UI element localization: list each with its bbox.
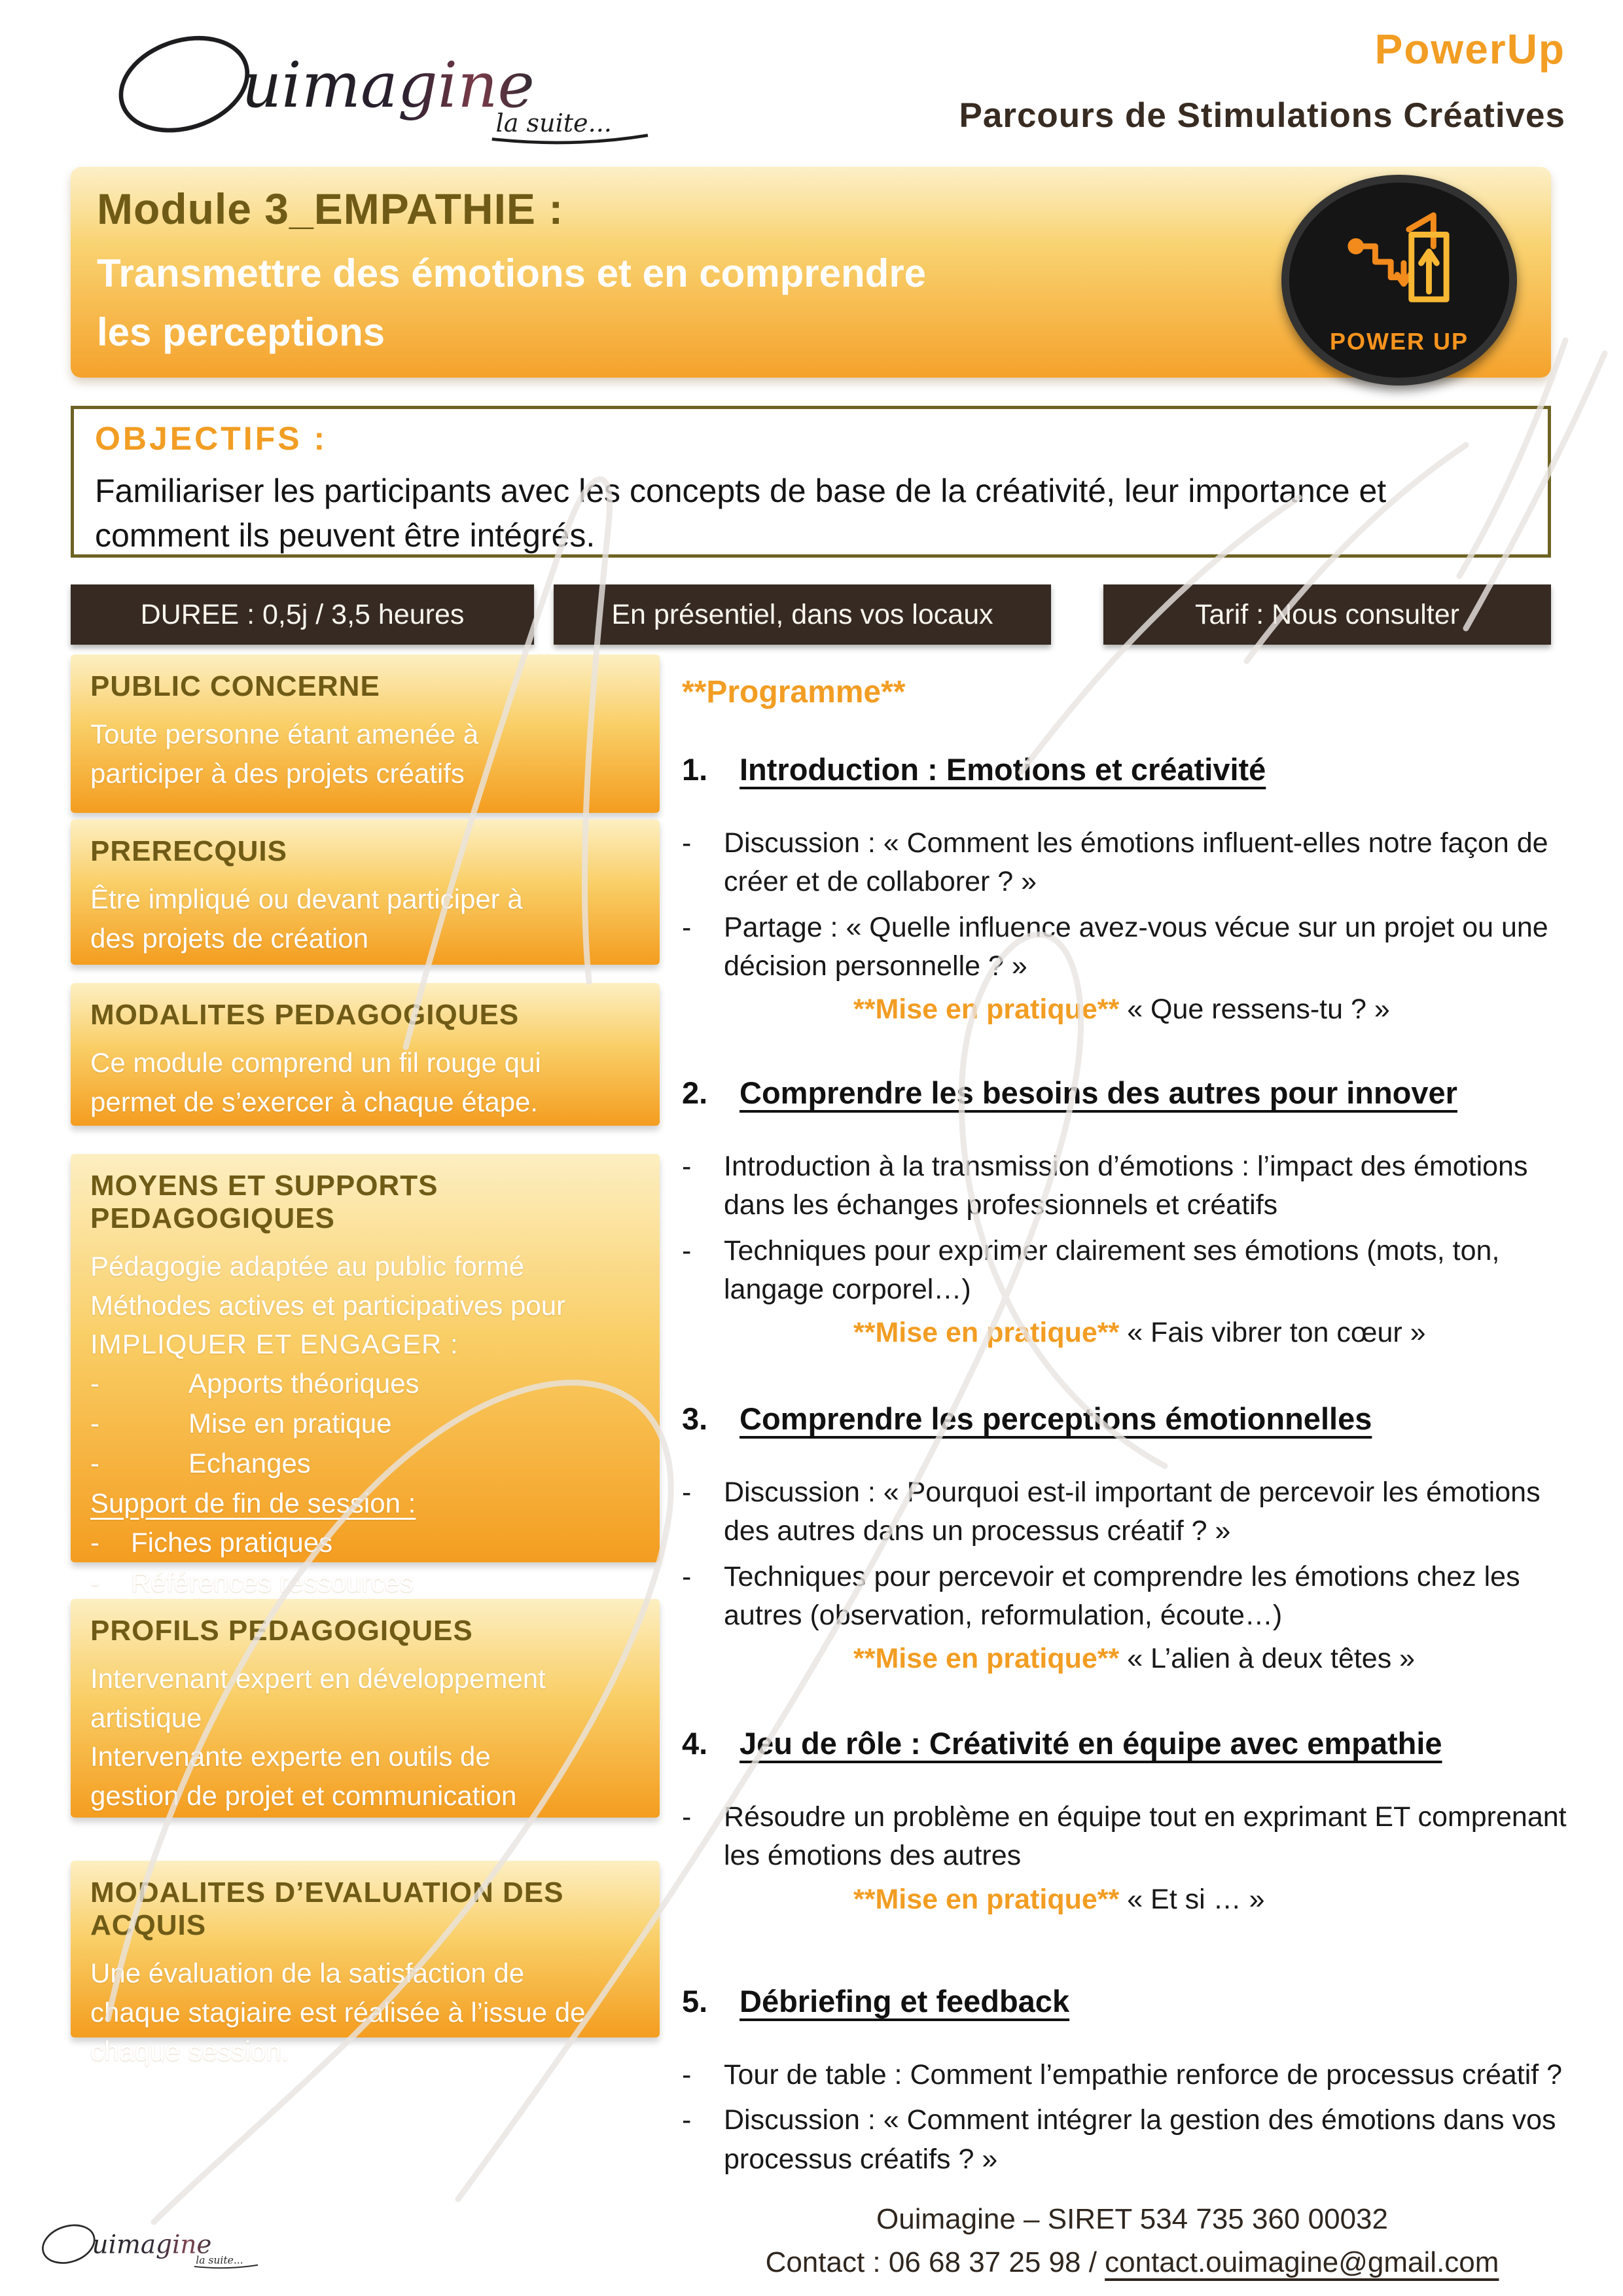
ouimagine-logo-small xyxy=(36,2203,265,2282)
mise-en-pratique-line: **Mise en pratique** « Fais vibrer ton cœur » xyxy=(853,1317,1426,1349)
section-bullet: - Discussion : « Pourquoi est-il important de percevoir les émotions des autres dans un processus créatif ? » xyxy=(682,1473,1578,1551)
moyens-supports-heading: MOYENS ET SUPPORTS PEDAGOGIQUES xyxy=(90,1170,438,1234)
dash-marker: - xyxy=(682,2059,692,2090)
moyens-bullet: - Echanges xyxy=(90,1444,640,1484)
dash-marker: - xyxy=(90,1567,99,1598)
section-heading xyxy=(682,1983,1578,2019)
footer-contact-line: Contact : 06 68 37 25 98 / contact.ouimagine@gmail.com xyxy=(765,2246,1499,2278)
support-fin-session-subheading: Support de fin de session : xyxy=(90,1487,416,1518)
power-up-badge-label: POWER UP xyxy=(1329,328,1469,355)
public-concerne-box xyxy=(71,655,660,813)
profils-pedagogiques-heading: PROFILS PEDAGOGIQUES xyxy=(90,1615,473,1647)
dash-marker: - xyxy=(682,911,692,943)
section-bullet: - Discussion : « Comment les émotions influent-elles notre façon de créer et de collaborer ? » xyxy=(682,824,1578,902)
public-concerne-line: participer à des projets créatifs xyxy=(90,757,465,789)
dash-marker: - xyxy=(682,1151,692,1182)
profils-line: artistique xyxy=(90,1702,202,1733)
moyens-bullet: - Fiches pratiques xyxy=(90,1523,640,1563)
profils-pedagogiques-box xyxy=(71,1599,660,1818)
contact-email-link[interactable]: contact.ouimagine@gmail.com xyxy=(1105,2246,1499,2278)
section-heading xyxy=(682,1075,1578,1111)
section-heading xyxy=(682,1401,1578,1437)
moyens-bullet: - Apports théoriques xyxy=(90,1364,640,1404)
section-heading xyxy=(682,751,1578,787)
module-title: Module 3_EMPATHIE : xyxy=(97,185,564,233)
dash-marker: - xyxy=(90,1527,99,1558)
modalites-pedagogiques-line: permet de s’exercer à chaque étape. xyxy=(90,1086,539,1117)
profils-line: Intervenant expert en développement xyxy=(90,1663,546,1694)
programme-heading: **Programme** xyxy=(682,675,906,709)
powerup-program-label: PowerUp xyxy=(1374,26,1565,73)
moyens-line: IMPLIQUER ET ENGAGER : xyxy=(90,1329,459,1360)
dash-marker: - xyxy=(682,1477,692,1508)
dash-marker: - xyxy=(90,1407,99,1439)
modalites-evaluation-heading: MODALITES D’EVALUATION DES ACQUIS xyxy=(90,1876,564,1941)
prerequis-box xyxy=(71,819,660,965)
section-number: 4. xyxy=(682,1726,708,1761)
price-bar: Tarif : Nous consulter xyxy=(1103,584,1551,645)
module-subtitle-line1: Transmettre des émotions et en comprendre xyxy=(97,251,927,295)
dash-marker: - xyxy=(90,1447,99,1479)
moyens-line: Pédagogie adaptée au public formé xyxy=(90,1251,525,1282)
programme-section-3 xyxy=(682,1401,1578,1675)
prerequis-line: des projets de création xyxy=(90,922,368,954)
section-title: Introduction : Emotions et créativité xyxy=(740,752,1266,787)
section-number: 5. xyxy=(682,1984,708,2018)
prerequis-line: Être impliqué ou devant participer à xyxy=(90,884,523,914)
dash-marker: - xyxy=(682,2104,692,2136)
footer xyxy=(668,2198,1597,2284)
modalites-pedagogiques-line: Ce module comprend un fil rouge qui xyxy=(90,1047,541,1078)
public-concerne-heading: PUBLIC CONCERNE xyxy=(90,670,380,702)
modalites-evaluation-box xyxy=(71,1861,660,2067)
dash-marker: - xyxy=(682,1560,692,1592)
section-number: 2. xyxy=(682,1075,708,1110)
module-banner xyxy=(71,167,1551,378)
modalites-pedagogiques-box xyxy=(71,983,660,1126)
moyens-supports-box xyxy=(71,1154,660,1598)
mise-en-pratique-line: **Mise en pratique** « Que ressens-tu ? » xyxy=(853,994,1390,1026)
evaluation-line: chaque stagiaire est réalisée à l’issue de xyxy=(90,1996,586,2028)
prerequis-heading: PRERECQUIS xyxy=(90,835,287,867)
dash-marker: - xyxy=(682,1801,692,1833)
section-bullet: - Tour de table : Comment l’empathie renforce de processus créatif ? xyxy=(682,2056,1578,2094)
evaluation-line: Une évaluation de la satisfaction de xyxy=(90,1958,525,1988)
program-subtitle: Parcours de Stimulations Créatives xyxy=(959,96,1565,135)
programme-section-2 xyxy=(682,1075,1578,1349)
power-up-icon xyxy=(1344,207,1454,317)
dash-marker: - xyxy=(90,1367,99,1399)
profils-line: gestion de projet et communication xyxy=(90,1780,517,1811)
objectifs-box xyxy=(71,406,1551,558)
dash-marker: - xyxy=(682,827,692,859)
section-title: Comprendre les besoins des autres pour innover xyxy=(740,1075,1457,1110)
ouimagine-logo xyxy=(84,14,686,145)
section-bullet: - Discussion : « Comment intégrer la gestion des émotions dans vos processus créatifs ? » xyxy=(682,2101,1578,2179)
dash-marker: - xyxy=(682,1234,692,1266)
programme-section-4 xyxy=(682,1725,1578,1916)
objectifs-heading: OBJECTIFS : xyxy=(95,420,328,457)
section-heading xyxy=(682,1725,1578,1761)
moyens-bullet: - Références ressources xyxy=(90,1563,640,1603)
section-number: 3. xyxy=(682,1401,708,1436)
mise-en-pratique-line: **Mise en pratique** « L’alien à deux têtes » xyxy=(853,1643,1416,1675)
public-concerne-line: Toute personne étant amenée à xyxy=(90,719,479,749)
section-bullet: - Résoudre un problème en équipe tout en exprimant ET comprenant les émotions des autres xyxy=(682,1798,1578,1876)
module-subtitle-line2: les perceptions xyxy=(97,310,385,354)
moyens-bullet: - Mise en pratique xyxy=(90,1404,640,1444)
section-bullet: - Partage : « Quelle influence avez-vous vécue sur un projet ou une décision personnelle ? » xyxy=(682,908,1578,986)
profils-line: Intervenante experte en outils de xyxy=(90,1741,491,1772)
mise-en-pratique-line: **Mise en pratique** « Et si … » xyxy=(853,1883,1265,1915)
section-bullet: - Techniques pour percevoir et comprendre les émotions chez les autres (observation, reformulation, écoute…) xyxy=(682,1558,1578,1636)
section-title: Jeu de rôle : Créativité en équipe avec empathie xyxy=(740,1726,1442,1761)
programme-section-5 xyxy=(682,1983,1578,2185)
section-title: Comprendre les perceptions émotionnelles xyxy=(740,1401,1372,1436)
evaluation-line: chaque session. xyxy=(90,2036,289,2067)
format-bar: En présentiel, dans vos locaux xyxy=(554,584,1051,645)
power-up-badge xyxy=(1281,175,1517,386)
section-bullet: - Techniques pour exprimer clairement ses émotions (mots, ton, langage corporel…) xyxy=(682,1232,1578,1310)
section-bullet: - Introduction à la transmission d’émotions : l’impact des émotions dans les échanges professionnels et créatifs xyxy=(682,1147,1578,1225)
duration-bar: DUREE : 0,5j / 3,5 heures xyxy=(71,584,534,645)
section-number: 1. xyxy=(682,752,708,787)
section-title: Débriefing et feedback xyxy=(740,1984,1070,2018)
footer-company-line: Ouimagine – SIRET 534 735 360 00032 xyxy=(876,2203,1388,2235)
moyens-line: Méthodes actives et participatives pour xyxy=(90,1289,566,1321)
programme-section-1 xyxy=(682,751,1578,1026)
objectifs-body: Familiariser les participants avec les concepts de base de la créativité, leur importance et comment ils peuvent être intégrés. xyxy=(95,473,1387,554)
modalites-pedagogiques-heading: MODALITES PEDAGOGIQUES xyxy=(90,999,520,1031)
